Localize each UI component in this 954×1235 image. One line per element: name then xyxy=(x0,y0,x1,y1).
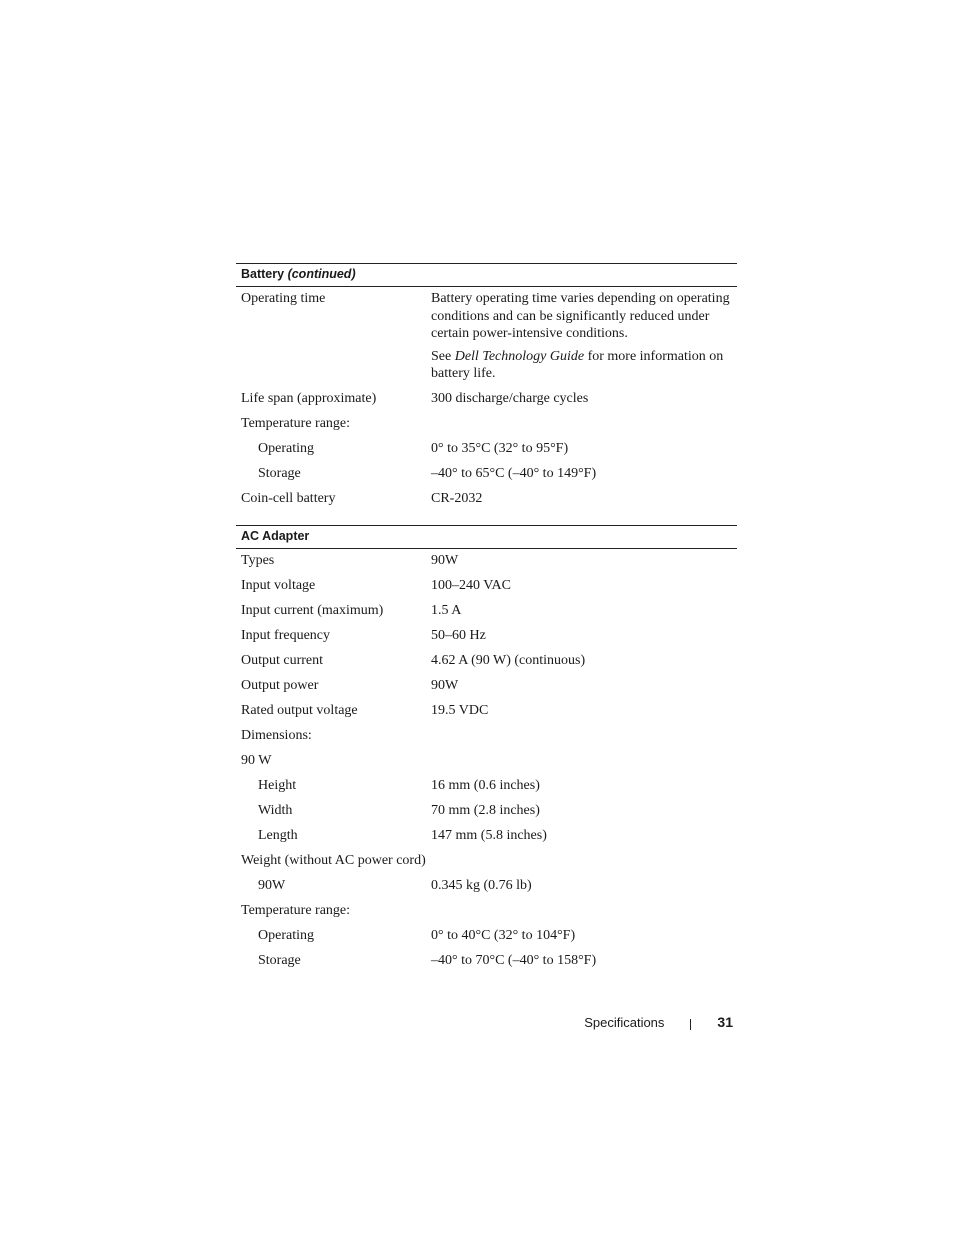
ac-adapter-section-header xyxy=(236,525,737,549)
spec-row xyxy=(236,290,737,383)
spec-label: 90 W xyxy=(241,753,272,768)
spec-row xyxy=(236,777,737,795)
spec-row xyxy=(236,727,737,745)
spec-label: 90W xyxy=(258,878,286,893)
spec-label: Rated output voltage xyxy=(241,703,358,718)
spec-value: 1.5 A xyxy=(431,603,462,618)
spec-value xyxy=(431,852,737,870)
spec-value: 50–60 Hz xyxy=(431,628,486,643)
spec-value: 0.345 kg (0.76 lb) xyxy=(431,878,532,893)
spec-label: Output current xyxy=(241,653,324,668)
page-footer xyxy=(584,1014,733,1030)
ac-adapter-rows xyxy=(236,552,737,970)
spec-row xyxy=(236,490,737,508)
battery-header-title: Battery xyxy=(241,267,285,281)
spec-row xyxy=(236,577,737,595)
spec-value-paragraph: Battery operating time varies depending on operating conditions and can be significantly reduced under certain power-intensive conditions. xyxy=(431,291,730,341)
spec-row xyxy=(236,852,737,870)
spec-row xyxy=(236,415,737,433)
spec-value: –40° to 70°C (–40° to 158°F) xyxy=(431,953,597,968)
spec-value: 100–240 VAC xyxy=(431,578,512,593)
spec-value-paragraph xyxy=(431,348,733,383)
spec-label: Temperature range: xyxy=(241,416,351,431)
spec-value: 0° to 40°C (32° to 104°F) xyxy=(431,928,576,943)
spec-row xyxy=(236,952,737,970)
spec-row xyxy=(236,652,737,670)
spec-label: Types xyxy=(241,553,275,568)
spec-label: Weight (without AC power cord) xyxy=(241,853,426,868)
spec-label: Operating xyxy=(258,441,314,456)
spec-label: Output power xyxy=(241,678,319,693)
spec-content xyxy=(236,263,737,977)
spec-value: 70 mm (2.8 inches) xyxy=(431,803,540,818)
spec-label: Height xyxy=(258,778,297,793)
spec-value: 90W xyxy=(431,678,459,693)
spec-label: Input voltage xyxy=(241,578,316,593)
spec-value: 90W xyxy=(431,553,459,568)
battery-section-header xyxy=(236,263,737,287)
spec-value xyxy=(431,902,737,920)
spec-row xyxy=(236,677,737,695)
spec-value: –40° to 65°C (–40° to 149°F) xyxy=(431,466,597,481)
spec-text: for more information on battery life. xyxy=(431,348,724,381)
battery-header-suffix: (continued) xyxy=(287,267,356,281)
spec-row xyxy=(236,877,737,895)
spec-row xyxy=(236,802,737,820)
spec-value: 16 mm (0.6 inches) xyxy=(431,778,540,793)
spec-row xyxy=(236,752,737,770)
spec-label: Dimensions: xyxy=(241,728,312,743)
spec-row xyxy=(236,552,737,570)
spec-row xyxy=(236,465,737,483)
spec-value: 4.62 A (90 W) (continuous) xyxy=(431,653,586,668)
spec-label: Coin-cell battery xyxy=(241,491,336,506)
spec-row xyxy=(236,602,737,620)
footer-section-title: Specifications xyxy=(584,1014,665,1030)
spec-value: 0° to 35°C (32° to 95°F) xyxy=(431,441,569,456)
spec-row xyxy=(236,927,737,945)
spec-label: Storage xyxy=(258,953,301,968)
spec-value: 147 mm (5.8 inches) xyxy=(431,828,547,843)
spec-label: Storage xyxy=(258,466,301,481)
battery-rows xyxy=(236,290,737,508)
spec-text: See xyxy=(431,348,455,364)
spec-row xyxy=(236,390,737,408)
spec-label: Input frequency xyxy=(241,628,331,643)
spec-value xyxy=(431,752,737,770)
spec-row xyxy=(236,827,737,845)
section-spacer xyxy=(236,515,737,525)
spec-value: 19.5 VDC xyxy=(431,703,489,718)
spec-row xyxy=(236,627,737,645)
spec-value: 300 discharge/charge cycles xyxy=(431,391,589,406)
spec-value xyxy=(431,727,737,745)
spec-row xyxy=(236,902,737,920)
spec-label: Operating time xyxy=(241,291,326,306)
page-number: 31 xyxy=(717,1014,733,1030)
spec-value xyxy=(431,290,737,383)
spec-label: Length xyxy=(258,828,298,843)
spec-label: Life span (approximate) xyxy=(241,391,377,406)
spec-row xyxy=(236,702,737,720)
spec-label: Width xyxy=(258,803,293,818)
spec-label: Temperature range: xyxy=(241,903,351,918)
spec-label: Operating xyxy=(258,928,314,943)
spec-value: CR-2032 xyxy=(431,491,483,506)
technology-guide-title: Dell Technology Guide xyxy=(454,348,585,364)
spec-label: Input current (maximum) xyxy=(241,603,384,618)
spec-row xyxy=(236,440,737,458)
footer-separator xyxy=(690,1019,691,1030)
ac-adapter-header-title: AC Adapter xyxy=(241,529,310,543)
spec-value xyxy=(431,415,737,433)
